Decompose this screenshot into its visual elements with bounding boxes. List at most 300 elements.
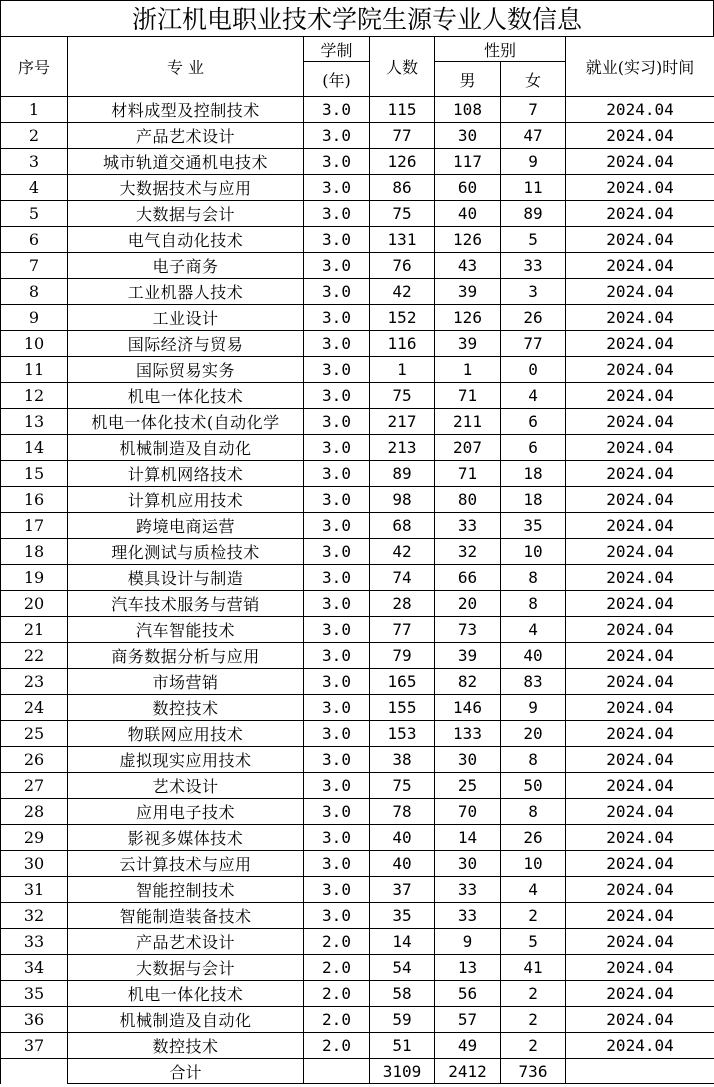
cell-major: 商务数据分析与应用 <box>68 643 304 669</box>
cell-count: 40 <box>370 851 435 877</box>
cell-count: 115 <box>370 97 435 123</box>
cell-date: 2024.04 <box>566 1007 714 1033</box>
cell-years: 3.0 <box>304 877 370 903</box>
cell-years: 3.0 <box>304 305 370 331</box>
page-title: 浙江机电职业技术学院生源专业人数信息 <box>0 0 714 36</box>
cell-female: 8 <box>501 591 566 617</box>
cell-seq: 19 <box>1 565 68 591</box>
data-table <box>0 36 714 1084</box>
cell-years: 3.0 <box>304 357 370 383</box>
cell-count: 28 <box>370 591 435 617</box>
total-years-cell <box>304 1059 370 1084</box>
cell-male: 30 <box>435 123 501 149</box>
cell-seq: 20 <box>1 591 68 617</box>
cell-male: 39 <box>435 643 501 669</box>
cell-major: 电子商务 <box>68 253 304 279</box>
total-row <box>1 1059 714 1084</box>
cell-female: 4 <box>501 383 566 409</box>
cell-major: 理化测试与质检技术 <box>68 539 304 565</box>
cell-date: 2024.04 <box>566 617 714 643</box>
cell-female: 77 <box>501 331 566 357</box>
cell-date: 2024.04 <box>566 305 714 331</box>
cell-years: 2.0 <box>304 1007 370 1033</box>
cell-count: 37 <box>370 877 435 903</box>
cell-male: 108 <box>435 97 501 123</box>
cell-female: 40 <box>501 643 566 669</box>
cell-major: 数控技术 <box>68 1033 304 1059</box>
cell-male: 56 <box>435 981 501 1007</box>
cell-date: 2024.04 <box>566 747 714 773</box>
header-years-top: 学制 <box>304 37 370 62</box>
cell-count: 54 <box>370 955 435 981</box>
cell-count: 131 <box>370 227 435 253</box>
cell-seq: 2 <box>1 123 68 149</box>
cell-count: 86 <box>370 175 435 201</box>
cell-male: 30 <box>435 851 501 877</box>
cell-date: 2024.04 <box>566 695 714 721</box>
cell-male: 60 <box>435 175 501 201</box>
cell-female: 4 <box>501 617 566 643</box>
cell-male: 71 <box>435 461 501 487</box>
cell-major: 机电一体化技术(自动化学 <box>68 409 304 435</box>
cell-major: 数控技术 <box>68 695 304 721</box>
cell-years: 3.0 <box>304 461 370 487</box>
cell-date: 2024.04 <box>566 279 714 305</box>
cell-major: 机械制造及自动化 <box>68 435 304 461</box>
table-row <box>1 305 714 331</box>
cell-seq: 5 <box>1 201 68 227</box>
table-row <box>1 981 714 1007</box>
cell-major: 大数据与会计 <box>68 201 304 227</box>
cell-count: 217 <box>370 409 435 435</box>
cell-years: 3.0 <box>304 123 370 149</box>
cell-seq: 37 <box>1 1033 68 1059</box>
cell-years: 3.0 <box>304 175 370 201</box>
cell-years: 3.0 <box>304 383 370 409</box>
cell-major: 产品艺术设计 <box>68 123 304 149</box>
cell-date: 2024.04 <box>566 435 714 461</box>
cell-major: 工业机器人技术 <box>68 279 304 305</box>
cell-seq: 12 <box>1 383 68 409</box>
cell-male: 82 <box>435 669 501 695</box>
cell-count: 75 <box>370 773 435 799</box>
cell-years: 3.0 <box>304 149 370 175</box>
table-row <box>1 929 714 955</box>
cell-date: 2024.04 <box>566 201 714 227</box>
cell-count: 14 <box>370 929 435 955</box>
cell-years: 3.0 <box>304 201 370 227</box>
table-row <box>1 253 714 279</box>
cell-years: 3.0 <box>304 643 370 669</box>
cell-major: 模具设计与制造 <box>68 565 304 591</box>
cell-count: 89 <box>370 461 435 487</box>
cell-years: 3.0 <box>304 97 370 123</box>
cell-male: 207 <box>435 435 501 461</box>
cell-count: 155 <box>370 695 435 721</box>
cell-male: 25 <box>435 773 501 799</box>
cell-count: 76 <box>370 253 435 279</box>
cell-years: 2.0 <box>304 929 370 955</box>
cell-major: 大数据技术与应用 <box>68 175 304 201</box>
header-female: 女 <box>501 62 566 97</box>
cell-female: 41 <box>501 955 566 981</box>
table-row <box>1 643 714 669</box>
cell-male: 126 <box>435 305 501 331</box>
cell-major: 虚拟现实应用技术 <box>68 747 304 773</box>
cell-male: 73 <box>435 617 501 643</box>
cell-seq: 18 <box>1 539 68 565</box>
table-row <box>1 695 714 721</box>
cell-male: 33 <box>435 513 501 539</box>
cell-major: 市场营销 <box>68 669 304 695</box>
cell-male: 80 <box>435 487 501 513</box>
cell-female: 3 <box>501 279 566 305</box>
cell-date: 2024.04 <box>566 591 714 617</box>
table-row <box>1 279 714 305</box>
cell-male: 13 <box>435 955 501 981</box>
cell-date: 2024.04 <box>566 487 714 513</box>
cell-male: 40 <box>435 201 501 227</box>
cell-count: 42 <box>370 539 435 565</box>
cell-major: 工业设计 <box>68 305 304 331</box>
cell-female: 8 <box>501 565 566 591</box>
cell-date: 2024.04 <box>566 175 714 201</box>
cell-years: 3.0 <box>304 487 370 513</box>
cell-major: 汽车技术服务与营销 <box>68 591 304 617</box>
table-body <box>1 97 714 1059</box>
cell-female: 33 <box>501 253 566 279</box>
cell-female: 11 <box>501 175 566 201</box>
cell-seq: 3 <box>1 149 68 175</box>
cell-years: 3.0 <box>304 435 370 461</box>
cell-seq: 22 <box>1 643 68 669</box>
cell-female: 6 <box>501 409 566 435</box>
cell-major: 计算机应用技术 <box>68 487 304 513</box>
header-employment: 就业(实习)时间 <box>566 37 714 97</box>
table-row <box>1 877 714 903</box>
cell-male: 71 <box>435 383 501 409</box>
table-row <box>1 513 714 539</box>
cell-female: 6 <box>501 435 566 461</box>
cell-count: 153 <box>370 721 435 747</box>
cell-years: 3.0 <box>304 721 370 747</box>
cell-major: 艺术设计 <box>68 773 304 799</box>
cell-seq: 24 <box>1 695 68 721</box>
header-count: 人数 <box>370 37 435 97</box>
cell-count: 77 <box>370 123 435 149</box>
cell-seq: 16 <box>1 487 68 513</box>
cell-date: 2024.04 <box>566 409 714 435</box>
cell-major: 国际贸易实务 <box>68 357 304 383</box>
cell-major: 电气自动化技术 <box>68 227 304 253</box>
cell-male: 30 <box>435 747 501 773</box>
header-years-bottom: (年) <box>304 62 370 97</box>
table-row <box>1 201 714 227</box>
cell-female: 18 <box>501 487 566 513</box>
cell-seq: 9 <box>1 305 68 331</box>
cell-female: 10 <box>501 851 566 877</box>
cell-major: 计算机网络技术 <box>68 461 304 487</box>
cell-major: 汽车智能技术 <box>68 617 304 643</box>
cell-seq: 27 <box>1 773 68 799</box>
cell-date: 2024.04 <box>566 981 714 1007</box>
cell-date: 2024.04 <box>566 253 714 279</box>
cell-count: 79 <box>370 643 435 669</box>
cell-years: 3.0 <box>304 539 370 565</box>
cell-date: 2024.04 <box>566 1033 714 1059</box>
cell-date: 2024.04 <box>566 955 714 981</box>
header-row-top <box>1 37 714 62</box>
cell-years: 3.0 <box>304 695 370 721</box>
table-row <box>1 435 714 461</box>
cell-count: 213 <box>370 435 435 461</box>
cell-female: 2 <box>501 1007 566 1033</box>
cell-years: 3.0 <box>304 591 370 617</box>
cell-count: 116 <box>370 331 435 357</box>
total-count: 3109 <box>370 1059 435 1084</box>
cell-count: 77 <box>370 617 435 643</box>
cell-female: 2 <box>501 981 566 1007</box>
cell-count: 58 <box>370 981 435 1007</box>
cell-seq: 13 <box>1 409 68 435</box>
cell-major: 物联网应用技术 <box>68 721 304 747</box>
cell-years: 2.0 <box>304 955 370 981</box>
cell-male: 133 <box>435 721 501 747</box>
cell-years: 3.0 <box>304 409 370 435</box>
table-row <box>1 773 714 799</box>
cell-major: 机电一体化技术 <box>68 981 304 1007</box>
cell-seq: 26 <box>1 747 68 773</box>
cell-male: 43 <box>435 253 501 279</box>
table-row <box>1 669 714 695</box>
cell-date: 2024.04 <box>566 799 714 825</box>
cell-years: 3.0 <box>304 773 370 799</box>
cell-count: 165 <box>370 669 435 695</box>
cell-female: 89 <box>501 201 566 227</box>
cell-seq: 15 <box>1 461 68 487</box>
table-row <box>1 851 714 877</box>
cell-female: 20 <box>501 721 566 747</box>
cell-years: 3.0 <box>304 851 370 877</box>
total-female: 736 <box>501 1059 566 1084</box>
cell-seq: 34 <box>1 955 68 981</box>
cell-seq: 32 <box>1 903 68 929</box>
cell-count: 38 <box>370 747 435 773</box>
total-blank-cell <box>1 1059 68 1084</box>
cell-date: 2024.04 <box>566 149 714 175</box>
cell-seq: 17 <box>1 513 68 539</box>
cell-date: 2024.04 <box>566 227 714 253</box>
cell-major: 国际经济与贸易 <box>68 331 304 357</box>
total-label: 合计 <box>68 1059 304 1084</box>
cell-count: 78 <box>370 799 435 825</box>
header-male: 男 <box>435 62 501 97</box>
cell-count: 59 <box>370 1007 435 1033</box>
table-row <box>1 227 714 253</box>
cell-seq: 14 <box>1 435 68 461</box>
cell-date: 2024.04 <box>566 669 714 695</box>
cell-date: 2024.04 <box>566 383 714 409</box>
cell-years: 2.0 <box>304 1033 370 1059</box>
cell-major: 智能控制技术 <box>68 877 304 903</box>
cell-female: 2 <box>501 903 566 929</box>
cell-major: 机械制造及自动化 <box>68 1007 304 1033</box>
table-row <box>1 747 714 773</box>
cell-male: 33 <box>435 877 501 903</box>
cell-years: 3.0 <box>304 825 370 851</box>
table-row <box>1 825 714 851</box>
cell-major: 产品艺术设计 <box>68 929 304 955</box>
cell-count: 75 <box>370 201 435 227</box>
cell-major: 机电一体化技术 <box>68 383 304 409</box>
cell-seq: 25 <box>1 721 68 747</box>
header-gender: 性别 <box>435 37 566 62</box>
cell-seq: 6 <box>1 227 68 253</box>
cell-date: 2024.04 <box>566 721 714 747</box>
cell-male: 33 <box>435 903 501 929</box>
cell-date: 2024.04 <box>566 97 714 123</box>
cell-male: 14 <box>435 825 501 851</box>
cell-seq: 28 <box>1 799 68 825</box>
cell-seq: 10 <box>1 331 68 357</box>
table-row <box>1 1033 714 1059</box>
cell-male: 126 <box>435 227 501 253</box>
cell-female: 5 <box>501 929 566 955</box>
cell-female: 83 <box>501 669 566 695</box>
cell-seq: 36 <box>1 1007 68 1033</box>
total-male: 2412 <box>435 1059 501 1084</box>
cell-major: 大数据与会计 <box>68 955 304 981</box>
cell-seq: 1 <box>1 97 68 123</box>
cell-major: 跨境电商运营 <box>68 513 304 539</box>
cell-female: 47 <box>501 123 566 149</box>
cell-count: 68 <box>370 513 435 539</box>
cell-female: 50 <box>501 773 566 799</box>
cell-count: 126 <box>370 149 435 175</box>
cell-major: 智能制造装备技术 <box>68 903 304 929</box>
cell-seq: 30 <box>1 851 68 877</box>
cell-female: 26 <box>501 825 566 851</box>
cell-count: 40 <box>370 825 435 851</box>
cell-male: 49 <box>435 1033 501 1059</box>
cell-female: 10 <box>501 539 566 565</box>
cell-female: 35 <box>501 513 566 539</box>
cell-male: 9 <box>435 929 501 955</box>
cell-years: 3.0 <box>304 279 370 305</box>
cell-female: 5 <box>501 227 566 253</box>
cell-seq: 33 <box>1 929 68 955</box>
cell-years: 3.0 <box>304 513 370 539</box>
cell-date: 2024.04 <box>566 877 714 903</box>
cell-seq: 23 <box>1 669 68 695</box>
table-row <box>1 97 714 123</box>
cell-female: 4 <box>501 877 566 903</box>
cell-seq: 4 <box>1 175 68 201</box>
cell-female: 26 <box>501 305 566 331</box>
cell-date: 2024.04 <box>566 539 714 565</box>
cell-major: 云计算技术与应用 <box>68 851 304 877</box>
cell-major: 影视多媒体技术 <box>68 825 304 851</box>
table-row <box>1 617 714 643</box>
table-row <box>1 1007 714 1033</box>
cell-years: 3.0 <box>304 617 370 643</box>
table-row <box>1 487 714 513</box>
cell-years: 3.0 <box>304 747 370 773</box>
cell-female: 2 <box>501 1033 566 1059</box>
cell-date: 2024.04 <box>566 851 714 877</box>
table-row <box>1 409 714 435</box>
cell-date: 2024.04 <box>566 123 714 149</box>
cell-seq: 35 <box>1 981 68 1007</box>
cell-male: 117 <box>435 149 501 175</box>
cell-years: 3.0 <box>304 799 370 825</box>
table-row <box>1 175 714 201</box>
table-row <box>1 591 714 617</box>
cell-date: 2024.04 <box>566 461 714 487</box>
table-row <box>1 565 714 591</box>
cell-count: 152 <box>370 305 435 331</box>
cell-male: 1 <box>435 357 501 383</box>
cell-seq: 7 <box>1 253 68 279</box>
cell-female: 9 <box>501 149 566 175</box>
cell-seq: 21 <box>1 617 68 643</box>
cell-male: 66 <box>435 565 501 591</box>
cell-date: 2024.04 <box>566 643 714 669</box>
cell-seq: 29 <box>1 825 68 851</box>
cell-male: 211 <box>435 409 501 435</box>
cell-female: 8 <box>501 747 566 773</box>
cell-date: 2024.04 <box>566 903 714 929</box>
cell-count: 1 <box>370 357 435 383</box>
cell-female: 18 <box>501 461 566 487</box>
cell-years: 2.0 <box>304 981 370 1007</box>
cell-seq: 31 <box>1 877 68 903</box>
table-row <box>1 799 714 825</box>
table-row <box>1 955 714 981</box>
cell-count: 75 <box>370 383 435 409</box>
cell-seq: 8 <box>1 279 68 305</box>
cell-date: 2024.04 <box>566 929 714 955</box>
cell-date: 2024.04 <box>566 357 714 383</box>
cell-date: 2024.04 <box>566 565 714 591</box>
table-row <box>1 461 714 487</box>
cell-date: 2024.04 <box>566 773 714 799</box>
cell-count: 51 <box>370 1033 435 1059</box>
cell-male: 39 <box>435 331 501 357</box>
table-row <box>1 123 714 149</box>
cell-female: 9 <box>501 695 566 721</box>
cell-count: 42 <box>370 279 435 305</box>
cell-male: 57 <box>435 1007 501 1033</box>
cell-major: 应用电子技术 <box>68 799 304 825</box>
total-date-cell <box>566 1059 714 1084</box>
cell-male: 146 <box>435 695 501 721</box>
cell-male: 32 <box>435 539 501 565</box>
cell-major: 城市轨道交通机电技术 <box>68 149 304 175</box>
cell-male: 20 <box>435 591 501 617</box>
table-row <box>1 331 714 357</box>
table-row <box>1 903 714 929</box>
cell-female: 8 <box>501 799 566 825</box>
cell-years: 3.0 <box>304 331 370 357</box>
cell-years: 3.0 <box>304 903 370 929</box>
table-row <box>1 383 714 409</box>
cell-count: 35 <box>370 903 435 929</box>
header-seq: 序号 <box>1 37 68 97</box>
table-row <box>1 539 714 565</box>
cell-date: 2024.04 <box>566 825 714 851</box>
cell-years: 3.0 <box>304 253 370 279</box>
